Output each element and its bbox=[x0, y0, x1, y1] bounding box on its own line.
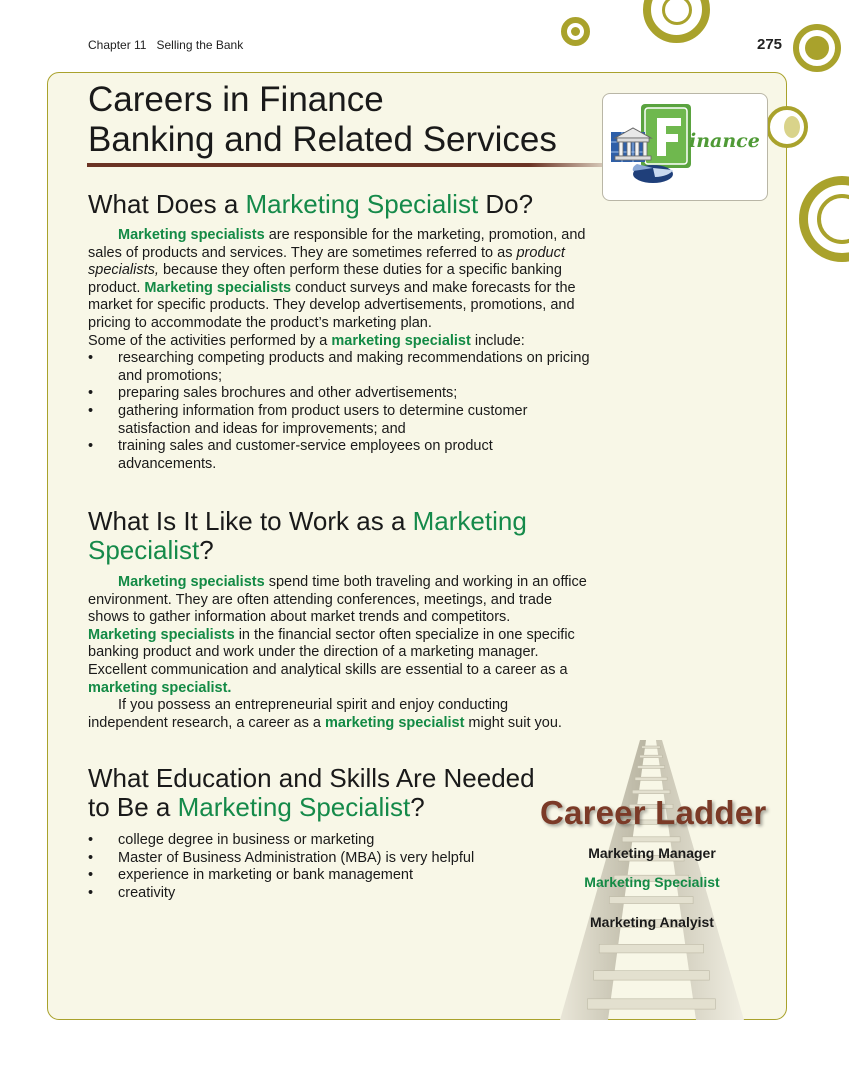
title-line-1: Careers in Finance bbox=[88, 80, 384, 119]
heading-text: Do? bbox=[478, 189, 534, 219]
page-title bbox=[88, 80, 557, 160]
ladder-rung bbox=[588, 999, 716, 1009]
heading-text: What Education and Skills Are Needed bbox=[88, 763, 535, 793]
list-item: • Master of Business Administration (MBA) is very helpful bbox=[88, 850, 528, 868]
heading-keyword: Marketing bbox=[412, 506, 527, 536]
skills-list bbox=[88, 832, 528, 902]
section3-body bbox=[88, 832, 528, 902]
list-item: • experience in marketing or bank management bbox=[88, 867, 528, 885]
paragraph bbox=[88, 333, 594, 351]
chapter-title: Selling the Bank bbox=[156, 38, 244, 52]
text-run: conduct surveys and make forecasts for the market for specific products. They develop advertisements, promotions, and pricing to accommodate the product’s marketing plan. bbox=[88, 279, 576, 331]
decorative-ring-right bbox=[793, 24, 841, 72]
heading-keyword: Marketing Specialist bbox=[177, 792, 411, 822]
ladder-rung-specialist: Marketing Specialist bbox=[584, 874, 720, 890]
ladder-rung bbox=[622, 837, 680, 842]
italic-term: product specialists, bbox=[88, 244, 565, 279]
finance-logo-word: inance bbox=[689, 130, 760, 152]
text-run: spend time both traveling and working in an office environment. They are often attending conferences, meetings, and trade shows to gather information about market trends and competitors. bbox=[88, 574, 587, 626]
list-item: • gathering information from product users to determine customer satisfaction and ideas for improvements; and bbox=[88, 403, 594, 438]
keyword: Marketing specialists bbox=[88, 626, 235, 643]
activity-list bbox=[88, 350, 594, 473]
decorative-ring-mid bbox=[766, 106, 808, 148]
section-heading-work-like bbox=[88, 507, 527, 565]
list-item: • college degree in business or marketing bbox=[88, 832, 528, 850]
text-run: are responsible for the marketing, promotion, and sales of products and services. They are sometimes referred to as bbox=[88, 227, 586, 261]
text-run: because they often perform these duties for a specific banking product. bbox=[88, 262, 562, 296]
ladder-rung bbox=[640, 755, 663, 758]
page-number: 275 bbox=[757, 36, 783, 53]
ladder-rung-manager: Marketing Manager bbox=[588, 845, 716, 861]
decorative-ring-large bbox=[799, 176, 849, 262]
list-item: • creativity bbox=[88, 885, 528, 903]
heading-text: to Be a bbox=[88, 792, 178, 822]
text-run: Some of the activities performed by a bbox=[88, 332, 332, 349]
keyword: marketing specialist bbox=[331, 332, 471, 349]
chapter-number: Chapter 11 bbox=[88, 38, 147, 52]
heading-text: What Is It Like to Work as a bbox=[88, 506, 413, 536]
section-heading-what-does bbox=[88, 190, 533, 219]
finance-logo bbox=[602, 93, 768, 201]
heading-keyword: Marketing Specialist bbox=[245, 189, 479, 219]
section2-body bbox=[88, 574, 588, 732]
keyword: Marketing specialists bbox=[144, 279, 292, 296]
heading-text: ? bbox=[410, 792, 425, 822]
keyword: Marketing specialists bbox=[118, 574, 265, 590]
ladder-rung bbox=[638, 766, 665, 769]
running-head bbox=[88, 38, 243, 52]
career-ladder-title: Career Ladder bbox=[540, 794, 767, 831]
ladder-rung bbox=[599, 944, 703, 953]
list-item: • preparing sales brochures and other advertisements; bbox=[88, 385, 594, 403]
heading-text: What Does a bbox=[88, 189, 246, 219]
title-line-2: Banking and Related Services bbox=[88, 120, 557, 159]
title-rule bbox=[87, 163, 607, 167]
heading-text: ? bbox=[199, 535, 214, 565]
section1-body bbox=[88, 227, 594, 473]
ladder-rung bbox=[609, 897, 693, 904]
ladder-rung bbox=[594, 971, 710, 980]
paragraph bbox=[88, 627, 588, 697]
ladder-rung bbox=[635, 777, 667, 780]
ladder-rung bbox=[642, 746, 661, 748]
text-run: include: bbox=[470, 332, 525, 349]
text-run: might suit you. bbox=[464, 714, 562, 731]
paragraph bbox=[88, 574, 588, 627]
decorative-ring-small bbox=[561, 17, 590, 46]
list-item: • researching competing products and making recommendations on pricing and promotions; bbox=[88, 350, 594, 385]
section-heading-education bbox=[88, 764, 535, 822]
keyword: Marketing specialists bbox=[118, 227, 265, 243]
keyword: marketing specialist bbox=[324, 714, 465, 731]
paragraph bbox=[88, 697, 588, 732]
decorative-ring-top bbox=[643, 0, 710, 43]
heading-keyword: Specialist bbox=[88, 535, 200, 565]
text-run: If you possess an entrepreneurial spirit and enjoy conducting independent research, a career as a bbox=[88, 697, 509, 731]
text-run: in the financial sector often specialize in one specific banking product and work under the direction of a marketing manager. Excellent communication and analytical skills are essential to a career as a bbox=[88, 626, 575, 678]
keyword: marketing specialist. bbox=[88, 679, 232, 696]
list-item: • training sales and customer-service employees on product advancements. bbox=[88, 438, 594, 473]
ladder-rung-analyst: Marketing Analyist bbox=[590, 914, 714, 930]
paragraph bbox=[88, 227, 594, 333]
